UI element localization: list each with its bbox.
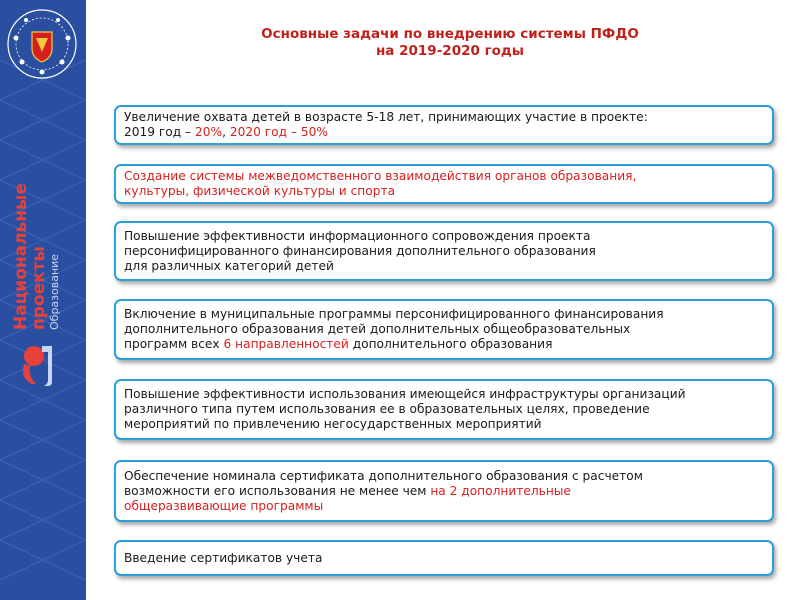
task-text	[124, 551, 764, 566]
page-title-line-1: Основные задачи по внедрению системы ПФДО	[261, 26, 639, 42]
task-box-4	[114, 299, 774, 360]
task-fragment: Введение сертификатов учета	[124, 550, 323, 565]
task-text	[124, 169, 764, 199]
task-text	[124, 307, 764, 352]
task-fragment: ,	[222, 125, 230, 139]
task-fragment: 2019 год –	[124, 125, 196, 139]
task-fragment: Включение в муниципальные программы персонифицированного финансирования	[124, 307, 664, 321]
task-box-5	[114, 379, 774, 440]
task-box-2	[114, 164, 774, 204]
task-fragment: дополнительного образования детей дополнительных общеобразовательных	[124, 322, 631, 336]
task-highlight: общеразвивающие программы	[124, 498, 324, 513]
task-fragment: Увеличение охвата детей в возрасте 5-18 лет, принимающих участие в проекте:	[124, 110, 648, 124]
education-logo-icon	[14, 340, 64, 388]
task-box-6	[114, 460, 774, 522]
task-box-1	[114, 105, 774, 145]
task-highlight: на 2 дополнительные	[430, 483, 571, 498]
task-box-3	[114, 221, 774, 281]
task-text	[124, 387, 764, 432]
task-fragment: для различных категорий детей	[124, 258, 334, 273]
task-text	[124, 469, 764, 514]
task-fragment: мероприятий по привлечению негосударственных мероприятий	[124, 417, 542, 431]
national-projects-branding	[12, 30, 72, 330]
page-title-line-2: на 2019-2020 годы	[375, 43, 525, 59]
task-text	[124, 229, 764, 274]
task-highlight: 6 направленностей	[223, 337, 349, 351]
task-highlight: 2020 год – 50%	[229, 125, 328, 139]
task-highlight: Создание системы межведомственного взаимодействия органов образования,	[124, 169, 637, 183]
task-text	[124, 110, 764, 140]
brand-title-2: проекты	[29, 246, 49, 330]
task-fragment: дополнительного образования	[348, 337, 553, 351]
task-fragment: различного типа путем использования ее в образовательных целях, проведение	[124, 402, 650, 416]
task-fragment: Повышение эффективности использования имеющейся инфраструктуры организаций	[124, 387, 686, 401]
task-fragment: Повышение эффективности информационного сопровождения проекта	[124, 228, 591, 243]
brand-title-1: Национальные	[11, 183, 31, 330]
task-fragment: возможности его использования не менее чем	[124, 483, 431, 498]
task-fragment: персонифицированного финансирования дополнительного образования	[124, 243, 596, 258]
page-title	[120, 26, 780, 60]
task-fragment: программ всех	[124, 337, 224, 351]
task-highlight: культуры, физической культуры и спорта	[124, 184, 396, 198]
task-box-7	[114, 540, 774, 576]
brand-subtitle: Образование	[48, 253, 61, 330]
task-highlight: 20%	[195, 125, 223, 139]
sidebar	[0, 0, 86, 600]
task-fragment: Обеспечение номинала сертификата дополнительного образования с расчетом	[124, 468, 643, 483]
